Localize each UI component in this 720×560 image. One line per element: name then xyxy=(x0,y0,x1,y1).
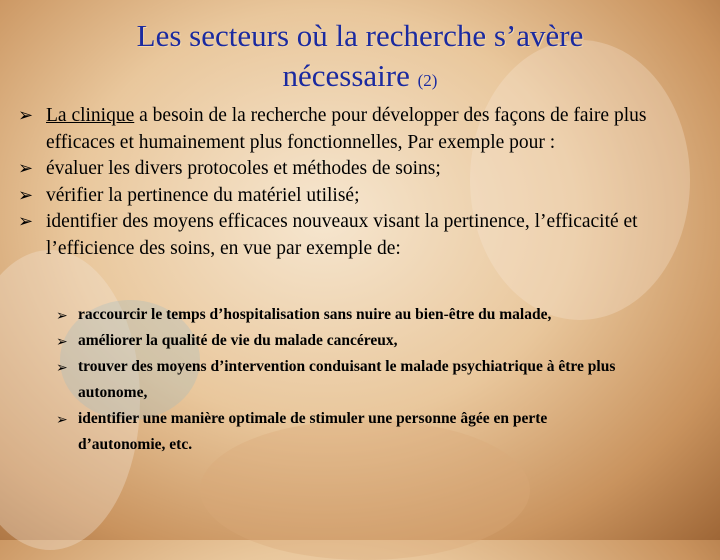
sub-bullet-text: trouver des moyens d’intervention conduisant le malade psychiatrique à être plus autonome, xyxy=(78,358,616,401)
bullet-item-clinique xyxy=(18,103,708,156)
bullet-item-verifier xyxy=(18,183,708,210)
bullet-item-text: a besoin de la recherche pour développer des façons de faire plus efficaces et humainement plus fonctionnelles, Par exemple pour : xyxy=(46,105,647,153)
bullet-item-underlined: La clinique xyxy=(46,105,135,126)
bullet-item-text: évaluer les divers protocoles et méthodes de soins; xyxy=(46,158,441,179)
arrowhead-bullet-icon: ➢ xyxy=(18,184,34,206)
arrowhead-bullet-icon: ➢ xyxy=(18,158,34,179)
bullet-item-evaluer xyxy=(18,156,708,183)
sub-bullet-list xyxy=(56,302,616,458)
sub-bullet-item xyxy=(56,406,616,458)
arrowhead-bullet-icon: ➢ xyxy=(56,412,68,428)
title-suffix: (2) xyxy=(417,71,438,90)
bullet-item-text: vérifier la pertinence du matériel utilisé; xyxy=(46,184,360,206)
main-bullet-list xyxy=(18,103,708,262)
sub-bullet-item xyxy=(56,354,616,406)
title-line-1: Les secteurs où la recherche s’avère xyxy=(136,18,584,53)
sub-bullet-item xyxy=(56,328,616,354)
arrowhead-bullet-icon: ➢ xyxy=(18,211,34,232)
title-line-2 xyxy=(0,56,720,101)
arrowhead-bullet-icon: ➢ xyxy=(56,308,68,324)
title-word: nécessaire xyxy=(282,58,410,93)
sub-bullet-text: raccourcir le temps d’hospitalisation sans nuire au bien-être du malade, xyxy=(78,306,552,323)
arrowhead-bullet-icon: ➢ xyxy=(56,334,68,350)
arrowhead-bullet-icon: ➢ xyxy=(18,105,34,126)
sub-bullet-item xyxy=(56,302,616,328)
sub-bullet-text: identifier une manière optimale de stimuler une personne âgée en perte d’autonomie, etc. xyxy=(78,410,548,453)
sub-bullet-text: améliorer la qualité de vie du malade cancéreux, xyxy=(78,332,398,349)
slide-title xyxy=(0,16,720,101)
bullet-item-identifier xyxy=(18,209,708,262)
bullet-item-text: identifier des moyens efficaces nouveaux visant la pertinence, l’efficacité et l’efficience des soins, en vue par exemple de: xyxy=(46,211,638,259)
arrowhead-bullet-icon: ➢ xyxy=(56,360,68,376)
